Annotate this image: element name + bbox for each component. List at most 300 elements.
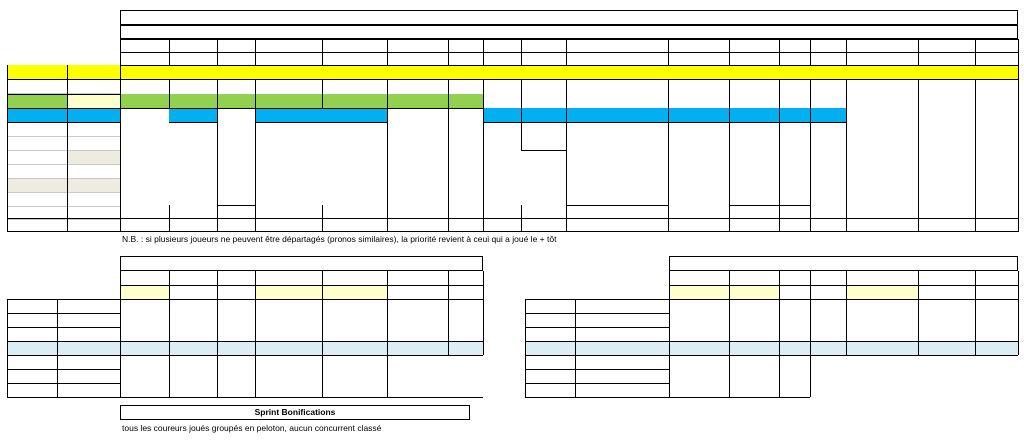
col-bottom [217,205,255,206]
player-pick [255,65,322,79]
sprint-rider-name [57,341,120,355]
player-pick [668,65,729,79]
sprint-rider-name [57,383,120,397]
distance-value [255,218,322,232]
sprint-pick [387,383,448,397]
header-col-line [120,39,121,65]
rank-header [975,39,1018,52]
col-bottom [322,108,387,109]
header-col-line [387,39,388,65]
sprint-posdiv [57,299,58,397]
player-header [255,52,322,65]
sprint-rider-pos [7,313,57,327]
rider-position [7,79,67,93]
sprint-col-number [255,271,322,285]
sprint-rider-name [575,383,669,397]
sprint-player [669,285,729,299]
player-pick [483,65,521,79]
distance-col-line [975,205,976,232]
player-pick [120,150,169,164]
sprint-posdiv [575,299,576,397]
main-title [120,10,1018,25]
rider-position [7,108,67,122]
player-pick [668,108,729,122]
player-pick [846,205,918,219]
rider-name [67,136,120,150]
sprint-rider-pos [525,369,575,383]
col-line [668,79,669,122]
sprint-pick [669,383,729,397]
header-col-line [217,39,218,65]
col-bottom [975,218,1018,219]
sprint-col-bottom [669,397,810,398]
player-pick [483,108,521,122]
player-header [566,52,668,65]
rank-header [810,39,846,52]
sprint-col-number [779,271,810,285]
sprint-col-line [387,271,388,397]
rider-name [67,178,120,192]
sprint-col-number [846,271,918,285]
distance-value [387,218,448,232]
rider-position [7,65,67,79]
rank-header [779,39,810,52]
sprint-rider-name [57,313,120,327]
sprint-rider-pos [7,299,57,313]
main-subtitle [120,25,1018,39]
rank-header [322,39,387,52]
sprint-col-line [669,271,670,397]
rank-header [387,39,448,52]
header-col-line [322,39,323,65]
pedersen-bottom [7,79,1018,80]
distance-col-line [322,205,323,232]
rank-header [846,39,918,52]
player-pick [918,65,975,79]
sprint-rider-pos [525,327,575,341]
player-pick [810,205,846,219]
sprint-rider-pos [7,369,57,383]
sprint-head-line2 [120,299,483,300]
sprint-col-number [918,271,975,285]
sprint-col-number [448,271,483,285]
rider-position [7,205,67,219]
bonif-title: Sprint Bonifications [254,407,336,418]
sprint-pick [729,369,779,383]
sprint-pick [810,341,846,355]
sprint-pick [217,383,255,397]
rider-position [7,94,67,108]
player-pick [448,65,483,79]
sprint-head-line2 [669,299,1018,300]
sprint-col-bottom [448,355,483,356]
sprint-player [322,285,387,299]
sprint-rider-name [575,327,669,341]
col-line [521,79,522,150]
header-col-line [729,39,730,65]
rider-name [67,79,120,93]
sprint-rider-pos [525,355,575,369]
sprint-row-line [7,397,120,398]
player-header [846,52,918,65]
distance-col-line [779,205,780,232]
player-pick [668,205,729,219]
sprint-player [120,285,169,299]
sprint-col-bottom [810,355,1018,356]
sprint-col-number [169,271,217,285]
sprint-rider-name [575,369,669,383]
distance-value [120,218,169,232]
col-line [810,79,811,122]
distance-col-line [729,205,730,232]
player-header [217,52,255,65]
header-col-line [483,39,484,65]
sprint-rider-name [57,355,120,369]
sprint-pick [120,341,169,355]
player-pick [918,205,975,219]
player-header [810,52,846,65]
col-line [448,79,449,218]
player-pick [483,192,521,206]
rider-name [67,150,120,164]
distance-col-line [448,205,449,232]
sprint-col-number [729,271,779,285]
sprint-col-line [448,271,449,355]
aular-bottom [7,122,120,123]
player-pick [668,192,729,206]
col-line [729,79,730,205]
player-pick [729,205,779,219]
header-col-line [448,39,449,65]
col-line [322,79,323,108]
player-pick [448,205,483,219]
sprint-top-line [7,299,120,300]
col-line [387,79,388,218]
player-header [975,52,1018,65]
player-header [387,52,448,65]
player-pick [322,94,387,108]
aular-bottom-c [255,122,387,123]
sprint-col-line [120,271,121,397]
player-header [918,52,975,65]
rider-position [7,164,67,178]
col-line [255,79,256,108]
player-pick [322,108,387,122]
sprint-rider-name [575,299,669,313]
sprint-rider-name [575,313,669,327]
col-bottom [521,150,566,151]
header-col-line [918,39,919,65]
distance-value [668,218,729,232]
player-pick [322,192,387,206]
sprint-rider-pos [7,327,57,341]
player-pick [483,205,521,219]
player-pick [120,65,169,79]
sprint-pick [120,369,169,383]
player-pick [810,65,846,79]
distance-value [483,218,521,232]
sprint-col-line [810,271,811,397]
pidcock-bottom [7,108,483,109]
player-pick [387,94,448,108]
player-pick [566,205,668,219]
player-pick [521,108,566,122]
distance-col-line [1018,205,1019,232]
distance-col-line [483,205,484,232]
player-pick [729,65,779,79]
sprint-col-line [322,271,323,397]
sprint-pick [322,383,387,397]
player-pick [846,65,918,79]
col-line [566,79,567,205]
pos-divider [67,65,68,232]
player-header [729,52,779,65]
sprint-pick [387,341,448,355]
sprint-col-line [483,271,484,355]
distance-col-line [521,205,522,232]
player-header [483,52,521,65]
sprint-player [918,285,975,299]
col-line [1018,79,1019,218]
distance-value [918,218,975,232]
sprint-row-line [525,397,669,398]
sprint-pick [322,341,387,355]
player-header [668,52,729,65]
rank-header [448,39,483,52]
header-col-line [255,39,256,65]
sprint-col-line [779,271,780,397]
col-bottom [668,122,729,123]
rider-position [7,192,67,206]
sprint-pick [669,369,729,383]
distance-value [448,218,483,232]
sprint-title [669,256,1018,271]
player-pick [521,150,566,164]
col-line [169,79,170,108]
sprint-col-line [846,271,847,355]
player-pick [255,192,322,206]
player-pick [255,108,322,122]
distance-col-line [120,205,121,232]
player-pick [217,205,255,219]
distance-value [566,218,668,232]
rider-name [67,164,120,178]
player-pick [169,94,217,108]
rank-header [918,39,975,52]
sprint-col-line [1018,271,1019,355]
col-bottom [810,122,846,123]
sprint-rider-pos [7,383,57,397]
col-bottom [779,205,810,206]
sprint-col-number [387,271,448,285]
rank-header [566,39,668,52]
player-pick [120,178,169,192]
col-line [779,79,780,205]
header-col-line [975,39,976,65]
sprint-title [120,256,483,271]
player-pick [217,65,255,79]
player-pick [322,65,387,79]
col-bottom [255,108,322,109]
sprint-rider-pos [525,383,575,397]
sprint-pick [779,383,810,397]
player-pick [810,108,846,122]
sprint-col-number [669,271,729,285]
sprint-col-number [217,271,255,285]
header-col-line [810,39,811,65]
rank-header [120,39,169,52]
sprint-pick [779,341,810,355]
player-pick [120,94,169,108]
main-note: N.B. : si plusieurs joueurs ne peuvent être départagés (pronos similaires), la priorité revient à ceui qui a joué le + tôt [122,233,557,244]
player-header [169,52,217,65]
rider-position [7,150,67,164]
distance-value [846,218,918,232]
player-pick [448,94,483,108]
player-pick [566,65,668,79]
player-pick [566,108,668,122]
distance-col-line [387,205,388,232]
rider-position [7,136,67,150]
header-col-line [566,39,567,65]
sprint-player [810,285,846,299]
sprint-col-number [120,271,169,285]
distance-col-line [846,205,847,232]
sprint-pedersen-top [669,341,1018,342]
sprint-pick [169,369,217,383]
sprint-pick [255,383,322,397]
player-pick [521,65,566,79]
sprint-rider-name [57,369,120,383]
player-pick [255,94,322,108]
sprint-pick [669,341,729,355]
rider-name [67,94,120,108]
sprint-col-line [918,271,919,355]
sprint-pick [217,341,255,355]
rider-name [67,192,120,206]
sprint-player [975,285,1018,299]
col-bottom [169,108,217,109]
aular-bottom-d [483,122,846,123]
player-pick [521,136,566,150]
distance-value [975,218,1018,232]
rank-header [668,39,729,52]
sprint-player [255,285,322,299]
rider-position [7,178,67,192]
col-line [217,79,218,205]
header-col-line [169,39,170,65]
player-pick [387,65,448,79]
distance-col-line [255,205,256,232]
sprint-rider-pos [525,341,575,355]
player-pick [169,65,217,79]
rider-name [67,122,120,136]
sprint-player [729,285,779,299]
distance-value [810,218,846,232]
sprint-player [779,285,810,299]
distance-value [169,218,217,232]
sprint-rider-name [575,355,669,369]
player-header [448,52,483,65]
col-bottom [846,218,918,219]
sprint-col-line [975,271,976,355]
distance-col-line [668,205,669,232]
sprint-col-line [217,271,218,397]
rank-header [169,39,217,52]
sprint-player [448,285,483,299]
player-header [322,52,387,65]
col-bottom [387,218,448,219]
distances-label [67,218,120,232]
header-col-line [1018,39,1019,65]
sprint-top-line [525,299,669,300]
distance-value [729,218,779,232]
rank-header [483,39,521,52]
col-line [846,79,847,218]
rank-header [729,39,779,52]
sprint-pick [255,341,322,355]
header-col-line [668,39,669,65]
sprint-col-number [322,271,387,285]
player-pick [779,205,810,219]
col-bottom [448,218,483,219]
sprint-left [7,299,8,397]
zambanini-bottom [7,94,120,95]
distance-value [521,218,566,232]
header-col-line [521,39,522,65]
sprint-col-number [810,271,846,285]
distance-value [217,218,255,232]
header-col-line [846,39,847,65]
sprint-col-bottom [120,397,483,398]
sprint-rider-name [575,341,669,355]
player-pick [729,192,779,206]
sprint-rider-pos [525,299,575,313]
sprint-rider-name [57,299,120,313]
rank-header [521,39,566,52]
rider-name [67,205,120,219]
player-pick [217,192,255,206]
col-line [918,79,919,218]
sprint-rider-pos [7,341,57,355]
sprint-rider-pos [7,355,57,369]
distance-col-line [566,205,567,232]
sprint-head-line [669,285,1018,286]
sprint-col-line [169,271,170,397]
col-bottom [566,205,668,206]
distance-col-line [810,205,811,232]
sprint-left [525,299,526,397]
player-pick [169,108,217,122]
sprint-player [169,285,217,299]
sprint-rider-name [57,327,120,341]
rank-header [255,39,322,52]
sprint-col-number [975,271,1018,285]
sprint-col-line [729,271,730,397]
sprint-head-line [120,285,483,286]
player-header [521,52,566,65]
col-bottom [918,218,975,219]
col-line [483,79,484,218]
player-pick [566,192,668,206]
player-pick [779,65,810,79]
sprint-player [846,285,918,299]
sprint-player [217,285,255,299]
player-pick [322,164,387,178]
sprint-rider-pos [525,313,575,327]
sprint-col-line [255,271,256,397]
sprint-pick [169,341,217,355]
